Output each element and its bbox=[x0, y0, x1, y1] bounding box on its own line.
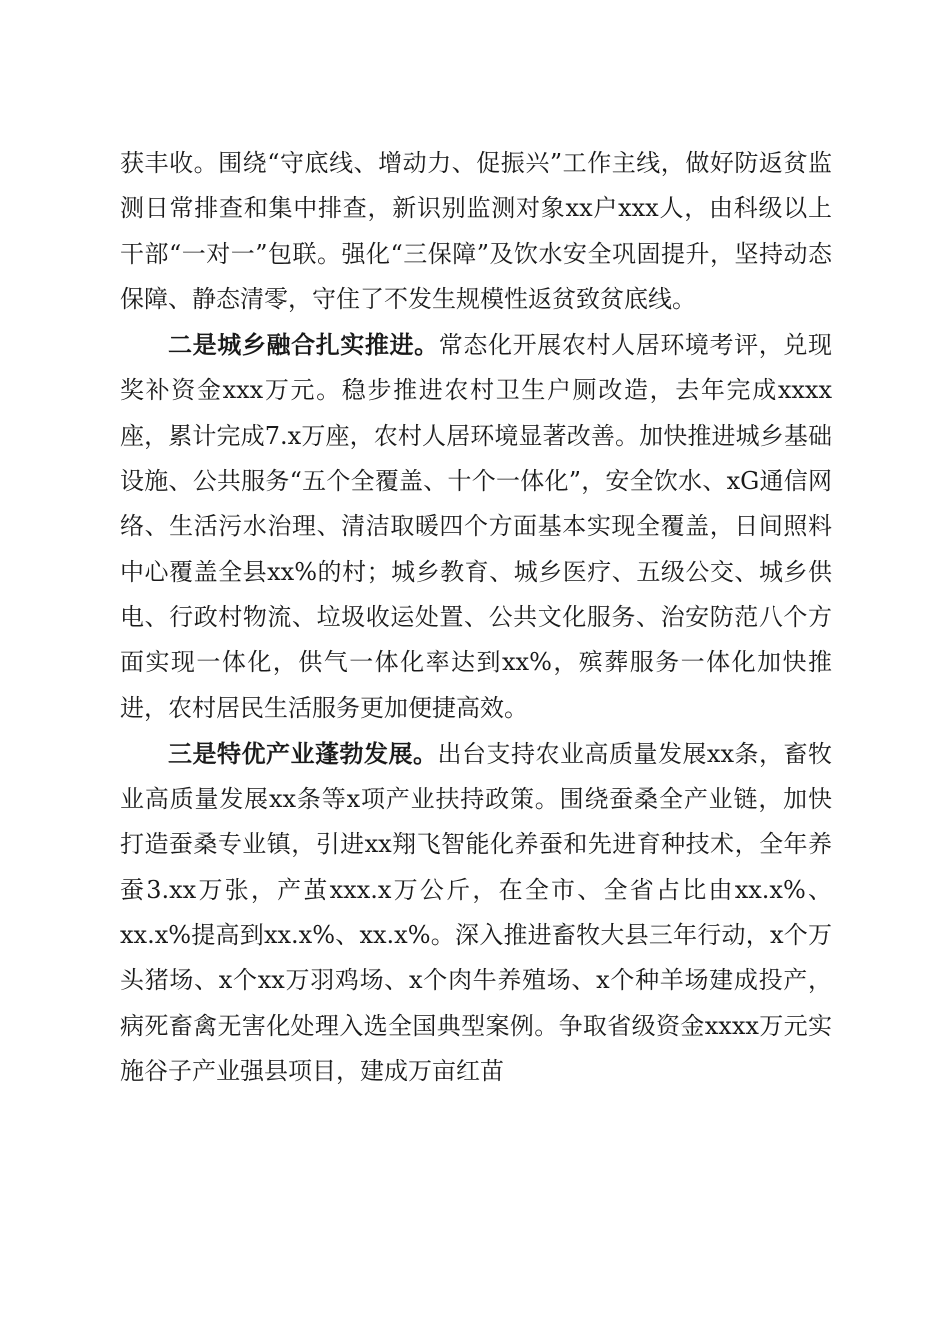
paragraph-1 bbox=[120, 140, 832, 322]
paragraph-2-text: 常态化开展农村人居环境考评，兑现奖补资金xxx万元。稳步推进农村卫生户厕改造，去年完成xxxx座，累计完成7.x万座，农村人居环境显著改善。加快推进城乡基础设施、公共服务“五个全覆盖、十个一体化”，安全饮水、xG通信网络、生活污水治理、清洁取暖四个方面基本实现全覆盖，日间照料中心覆盖全县xx%的村；城乡教育、城乡医疗、五级公交、城乡供电、行政村物流、垃圾收运处置、公共文化服务、治安防范八个方面实现一体化，供气一体化率达到xx%，殡葬服务一体化加快推进，农村居民生活服务更加便捷高效。 bbox=[120, 331, 833, 722]
paragraph-1-text: 获丰收。围绕“守底线、增动力、促振兴”工作主线，做好防返贫监测日常排查和集中排查，新识别监测对象xx户xxx人，由科级以上干部“一对一”包联。强化“三保障”及饮水安全巩固提升，坚持动态保障、静态清零，守住了不发生规模性返贫致贫底线。 bbox=[120, 149, 832, 313]
document-body bbox=[120, 140, 832, 1094]
paragraph-2 bbox=[120, 322, 832, 731]
paragraph-2-lead: 二是城乡融合扎实推进。 bbox=[168, 330, 439, 360]
paragraph-3-text: 出台支持农业高质量发展xx条，畜牧业高质量发展xx条等x项产业扶持政策。围绕蚕桑全产业链，加快打造蚕桑专业镇，引进xx翔飞智能化养蚕和先进育种技术，全年养蚕3.xx万张，产茧xxx.x万公斤，在全市、全省占比由xx.x%、xx.x%提高到xx.x%、xx.x%。深入推进畜牧大县三年行动，x个万头猪场、x个xx万羽鸡场、x个肉牛养殖场、x个种羊场建成投产，病死畜禽无害化处理入选全国典型案例。争取省级资金xxxx万元实施谷子产业强县项目，建成万亩红苗 bbox=[120, 739, 832, 1085]
paragraph-3 bbox=[120, 731, 832, 1094]
paragraph-3-lead: 三是特优产业蓬勃发展。 bbox=[168, 738, 438, 768]
